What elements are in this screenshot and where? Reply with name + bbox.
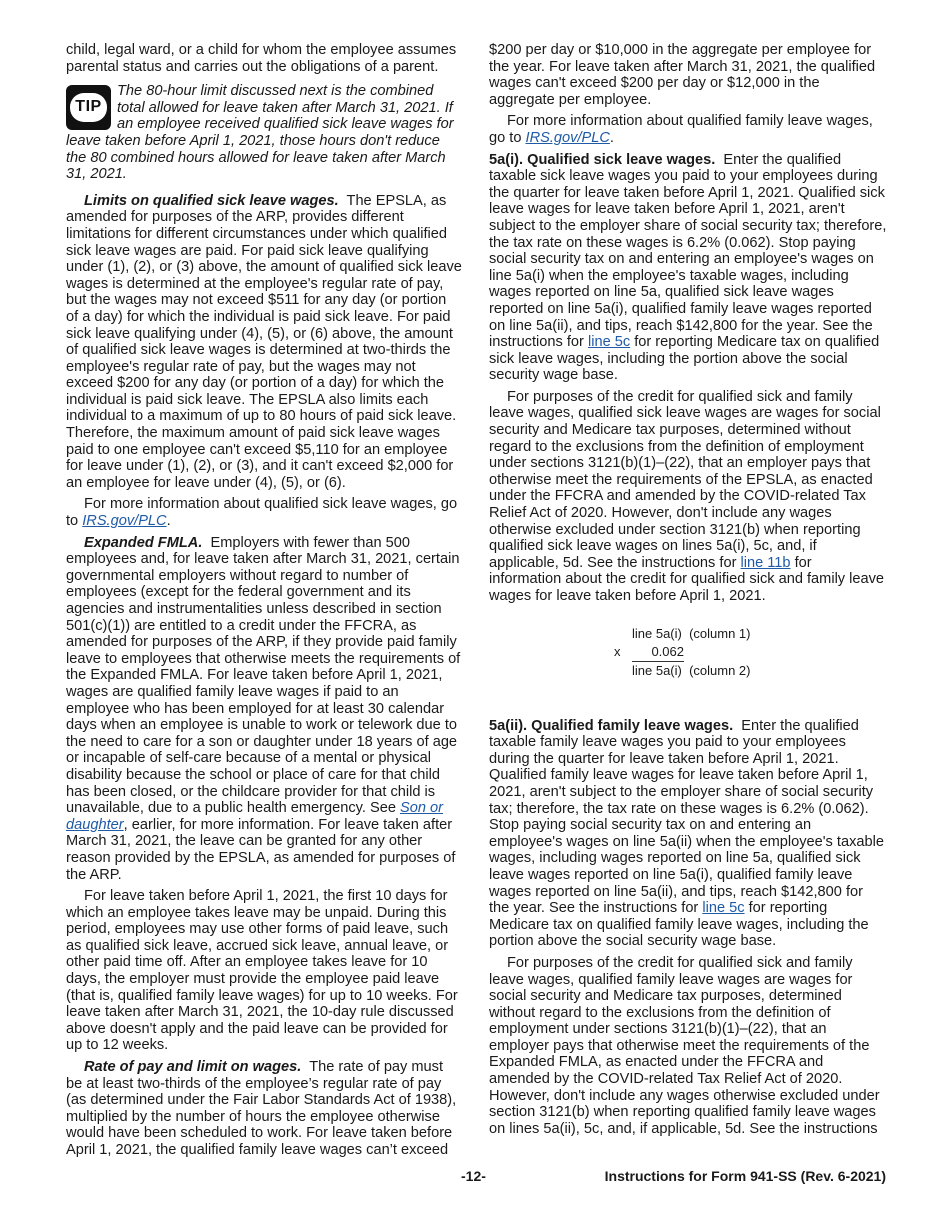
paragraph-continued: child, legal ward, or a child for whom the employee assumes parental status and carries out the obligations of a parent. xyxy=(66,42,457,75)
line-5ai-heading: 5a(i). Qualified sick leave wages. xyxy=(489,151,716,168)
rate-paragraph: Rate of pay and limit on wages. The rate of pay must be at least two-thirds of the employee’s regular rate of pay (as determined under the Fair Labor Standards Act of 1938), multiplied by the number of hours the employee otherwise would have been scheduled to work. For leave taken before April 1, 2021, the qualified family leave wages can’t exceed xyxy=(66,1059,457,1158)
left-column xyxy=(66,42,462,1159)
calculation-worksheet xyxy=(614,625,764,680)
limits-paragraph xyxy=(66,193,462,492)
limits-heading: Limits on qualified sick leave wages. xyxy=(84,192,339,209)
more-family-paragraph: For more information about qualified family leave wages, go to IRS.gov/PLC. xyxy=(489,113,873,146)
irs-plc-link-2[interactable]: IRS.gov/PLC xyxy=(525,129,610,146)
line-5c-link[interactable]: line 5c xyxy=(587,334,631,351)
credit-family-paragraph: For purposes of the credit for qualified sick and family leave wages, qualified family leave wages are wages for social security and Medicare tax purposes, determined without regard to the exclusions from the definition of employment under sections 3121(b)(1)–(22), that an employer pays that otherwise meet the requirements of the Expanded FMLA, as enacted under the FFCRA and amended by the COVID-related Tax Relief Act of 2020. However, don't include any wages otherwise excluded under section 3121(b) when reporting qualified family leave wages on lines 5a(ii), 5c, and, if applicable, 5d. See the instructions xyxy=(489,954,880,1137)
calc-row-3: line 5a(i) (column 2) xyxy=(632,662,751,678)
paragraph-continued-right: $200 per day or $10,000 in the aggregate per employee for the year. For leave taken after March 31, 2021, the qualified wages can't exceed $200 per day or $12,000 in the aggregate per employee. xyxy=(489,42,876,108)
calc-row-2: x 0.062 xyxy=(614,643,684,659)
irs-plc-link[interactable]: IRS.gov/PLC xyxy=(82,513,167,530)
credit-sick-paragraph: For purposes of the credit for qualified sick and family leave wages, qualified sick leave wages are wages for social security and Medicare tax purposes, determined without regard to the exclusions from the definition of employment under sections 3121(b)(1)–(22), that an employer pays that otherwise meet the requirements of the EPSLA, as enacted under the FFCRA and amended by the COVID-related Tax Relief Act of 2020. However, don't include any wages otherwise excluded under section 3121(b) when reporting qualified sick leave wages on lines 5a(i), 5c, and, if applicable, 5d. See the instructions for line 11b for information about the credit for qualified sick and family leave wages for leave taken before April 1, 2021. xyxy=(489,388,885,604)
son-or-daughter-link[interactable]: Son or daughter xyxy=(66,800,443,833)
tip-box xyxy=(66,83,462,183)
more-sick-paragraph: For more information about qualified sick leave wages, go to IRS.gov/PLC. xyxy=(66,496,458,530)
line-5aii-heading: 5a(ii). Qualified family leave wages. xyxy=(489,717,734,734)
line-5c-link-2[interactable]: line 5c xyxy=(702,900,745,917)
unpaid-paragraph: For leave taken before April 1, 2021, the first 10 days for which an employee takes leave may be unpaid. During this period, employees may use other forms of paid leave, such as qualified sick leave, accrued sick leave, annual leave, or other paid time off. After an employee takes leave for 10 days, the employer must provide the employee paid leave (that is, qualified family leave wages) for up to 10 weeks. For leave taken after March 31, 2021, the 10-day rule discussed above doesn't apply and the paid leave can be provided for up to 12 weeks. xyxy=(66,888,458,1054)
line-11b-link[interactable]: line 11b xyxy=(740,554,791,571)
tip-icon: TIP xyxy=(66,85,111,130)
line-5aii-paragraph: 5a(ii). Qualified family leave wages. Enter the qualified taxable family leave wages you paid to your employees during the quarter for leave taken before April 1, 2021. Qualified family leave wages for leave taken before April 1, 2021, aren't subject to the employer share of social security tax; therefore, the tax rate on these wages is 6.2% (0.062). Stop paying social security tax on and entering an employee's wages on line 5a(ii) when the employee's taxable wages, including wages reported on line 5a, qualified sick leave wages reported on line 5a(i), qualified family leave wages reported on line 5a(ii), and tips, reach $142,800 for the year. See the instructions for line 5c for reporting Medicare tax on qualified family leave wages, including the portion above the social security wage base. xyxy=(489,717,884,950)
rate-heading: Rate of pay and limit on wages. xyxy=(84,1059,302,1076)
limits-text: The EPSLA, as amended for purposes of the ARP, provides different limitations for different circumstances under which qualified sick leave wages are paid. For paid sick leave qualifying under (1), (2), or (3) above, the amount of qualified sick leave wages is determined at the employee's regular rate of pay, but the wages may not exceed $511 for any day (or portion of a day) for which the individual is paid sick leave. For paid sick leave qualifying under (4), (5), or (6) above, the amount of qualified sick leave wages is determined at two-thirds the employee's regular rate of pay, but the wages may not exceed $200 for any day (or portion of a day) for which the individual is paid sick leave. The EPSLA also limits each individual to a maximum of up to 80 hours of paid sick leave. Therefore, the maximum amount of paid sick leave wages paid to one employee can't exceed $5,110 for an employee for leave under (1), (2), or (3), and it can't exceed $2,000 for an employee for leave under (4), (5), or (6). xyxy=(66,192,462,491)
tip-text: The 80-hour limit discussed next is the combined total allowed for leave taken after March 31, 2021. If an employee received qualified sick leave wages for leave taken before April 1, 2021, those hours don't reduce the 80 combined hours allowed for leave taken after March 31, 2021. xyxy=(66,83,454,183)
calc-row-1: line 5a(i) (column 1) xyxy=(632,625,751,641)
line-5ai-paragraph: 5a(i). Qualified sick leave wages. Enter the qualified taxable sick leave wages you paid to your employees during the quarter for leave taken before April 1, 2021. Qualified sick leave wages for leave taken before April 1, 2021, aren't subject to the employer share of social security tax; therefore, the tax rate on these wages is 6.2% (0.062). Stop paying social security tax on and entering an employee's wages on line 5a(i) when the employee's taxable wages, including wages reported on line 5a, qualified sick leave wages reported on line 5a(i), qualified family leave wages reported on line 5a(ii), and tips, reach $142,800 for the year. See the instructions for line 5c for reporting Medicare tax on qualified sick leave wages, including the portion above the social security wage base. xyxy=(489,151,887,384)
document-title: Instructions for Form 941-SS (Rev. 6-2021) xyxy=(604,1168,886,1184)
right-column xyxy=(489,42,887,1137)
fmla-heading: Expanded FMLA. xyxy=(84,534,203,551)
fmla-paragraph: Expanded FMLA. Employers with fewer than 500 employees and, for leave taken after March 31, 2021, certain governmental employers without regard to number of employees (except for the federal government and its agencies and instrumentalities unless described in section 501(c)(1)) are entitled to a credit under the FFCRA, as amended for purposes of the ARP, if they provide paid family leave to employees that otherwise meets the requirements of the Expanded FMLA. For leave taken before April 1, 2021, wages are qualified family leave wages if paid to an employee who has been employed for at least 30 calendar days when an employee is unable to work or telework due to the need to care for a son or daughter under 18 years of age or incapable of self-care because of a mental or physical disability because the school or place of care for that child has been closed, or the childcare provider for that child is unavailable, due to a public health emergency. See Son or daughter, earlier, for more information. For leave taken after March 31, 2021, the leave can be granted for any other reason provided by the EPSLA, as amended for purposes of the ARP. xyxy=(66,534,461,883)
page-number: -12- xyxy=(461,1168,486,1184)
